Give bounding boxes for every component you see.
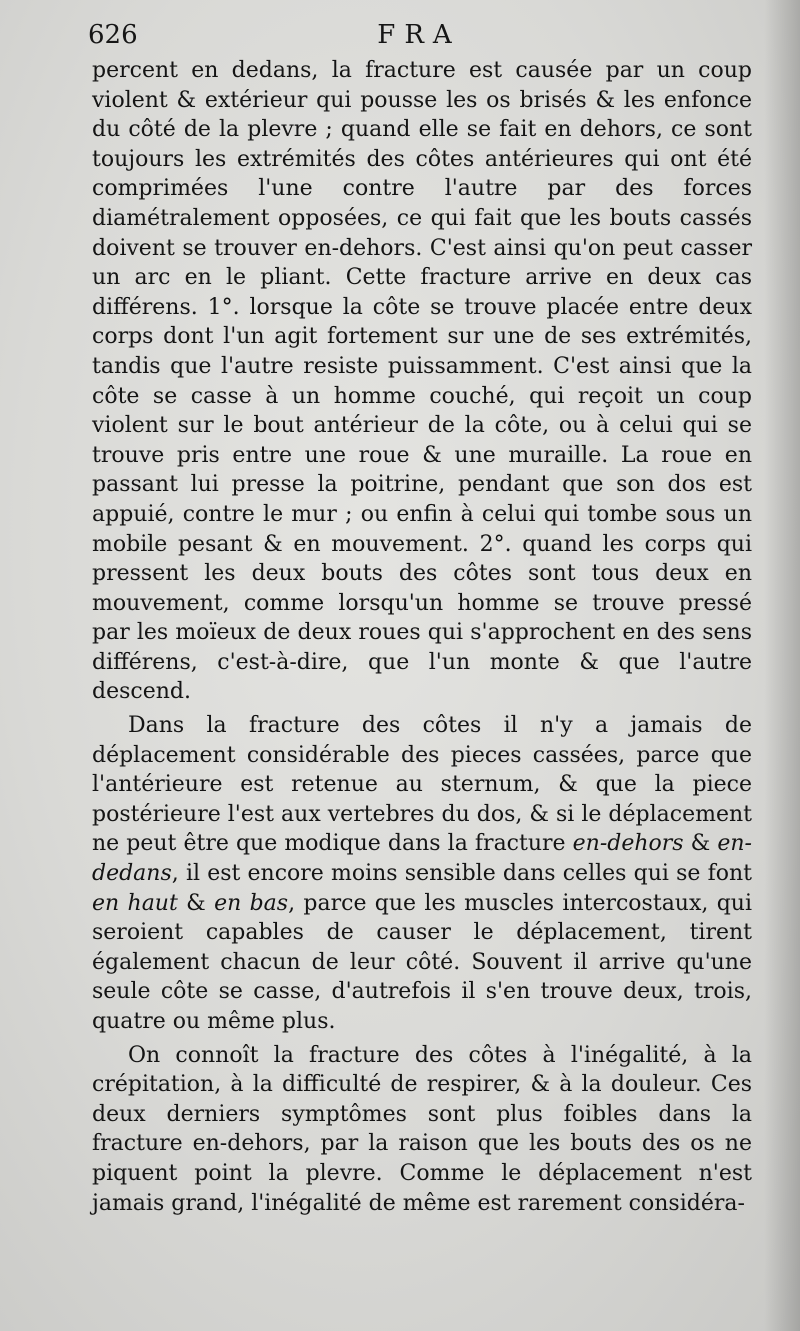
page-number: 626 — [88, 20, 138, 50]
text-segment: , il est encore moins sensible dans celles qui se font — [171, 861, 752, 887]
paragraph-3 — [92, 1041, 752, 1219]
italic-term: en haut — [92, 890, 178, 916]
text-segment: & — [683, 831, 718, 857]
text-segment: Dans la fracture des côtes il n'y a jamais de déplacement considérable des pieces cassées, parce que l'antérieure est retenue au sternum, & que la piece postérieure l'est aux vertebres du dos, & si le déplacement ne peut être que modique dans la fracture — [92, 713, 752, 857]
text-segment: percent en dedans, la fracture est causée par un coup violent & extérieur qui pousse les os brisés & les enfonce du côté de la plevre ; quand elle se fait en dehors, ce sont toujours les extrémités des côtes antérieures qui ont été comprimées l'une contre l'autre par des forces diamétralement opposées, ce qui fait que les bouts cassés doivent se trouver en-dehors. C'est ainsi qu'on peut casser un arc en le pliant. Cette fracture arrive en deux cas différens. 1°. lorsque la côte se trouve placée entre deux corps dont l'un agit fortement sur une de ses extrémités, tandis que l'autre resiste puissamment. C'est ainsi que la côte se casse à un homme couché, qui reçoit un coup violent sur le bout antérieur de la côte, ou à celui qui se trouve pris entre une roue & une muraille. La roue en passant lui presse la poitrine, pendant que son dos est appuié, contre le mur ; ou enfin à celui qui tombe sous un mobile pesant & en mouvement. 2°. quand les corps qui pressent les deux bouts des côtes sont tous deux en mouvement, comme lorsqu'un homme se trouve pressé par les moïeux de deux roues qui s'approchent en des sens différens, c'est-à-dire, que l'un monte & que l'autre descend. — [92, 58, 752, 705]
text-segment: & — [177, 890, 215, 916]
paragraph-2 — [92, 711, 752, 1037]
text-segment: On connoît la fracture des côtes à l'inégalité, à la crépitation, à la difficulté de respirer, & à la douleur. Ces deux derniers symptômes sont plus foibles dans la fracture en-dehors, par la raison que les bouts des os ne piquent point la plevre. Comme le déplacement n'est jamais grand, l'inégalité de même est rarement considéra- — [92, 1042, 752, 1216]
paragraph-1 — [92, 56, 752, 707]
body-text — [92, 56, 752, 1218]
running-head: FRA — [377, 20, 461, 50]
page-header — [88, 16, 750, 56]
page-edge-shadow — [764, 0, 800, 1331]
italic-term: en-dedans — [92, 831, 752, 887]
italic-term: en bas — [214, 890, 289, 916]
italic-term: en-dehors — [572, 831, 684, 857]
text-segment: , parce que les muscles intercostaux, qui seroient capables de causer le déplacement, tirent également chacun de leur côté. Souvent il arrive qu'une seule côte se casse, d'autrefois il s'en trouve deux, trois, quatre ou même plus. — [92, 890, 752, 1034]
